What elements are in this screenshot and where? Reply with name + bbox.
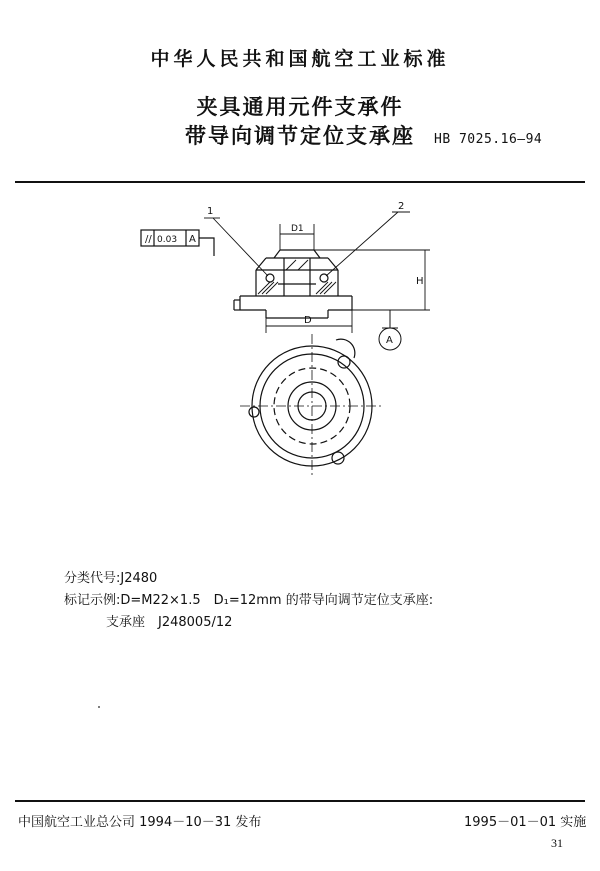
header-rule [15,181,585,183]
feature-control-frame [141,230,214,256]
fcf-tolerance: 0.03 [157,235,178,245]
balloon-2: 2 [398,201,405,212]
balloon-1: 1 [207,206,214,217]
marking-example: 标记示例:D=M22×1.5 D₁=12mm 的带导向调节定位支承座: [64,593,434,608]
fcf-datum: A [189,234,196,245]
dimension-d1-label: D1 [291,224,304,234]
dimension-h [314,250,430,310]
standard-code: HB 7025.16—94 [434,132,543,147]
leader-lines [204,212,410,276]
dimension-h-label: H [416,276,424,287]
datum-a-label: A [386,335,393,346]
document-title-line2: 带导向调节定位支承座 [185,124,415,148]
section-view [234,250,352,318]
effective-date: 1995－01－01 实施 [464,815,587,830]
top-view [240,334,384,478]
technical-drawing [130,198,450,498]
scan-speck [98,706,100,708]
issue-statement: 中国航空工业总公司 1994－10－31 发布 [18,815,262,830]
classification-code: 分类代号:J2480 [64,571,158,586]
product-marking: 支承座 J248005/12 [106,615,233,630]
document-title-line1: 夹具通用元件支承件 [196,95,404,119]
fcf-symbol: // [145,234,152,245]
footer-rule [15,800,585,802]
dimension-d-label: D [304,315,312,326]
page-number: 31 [551,836,563,850]
standard-issuer-title: 中华人民共和国航空工业标准 [150,48,450,70]
